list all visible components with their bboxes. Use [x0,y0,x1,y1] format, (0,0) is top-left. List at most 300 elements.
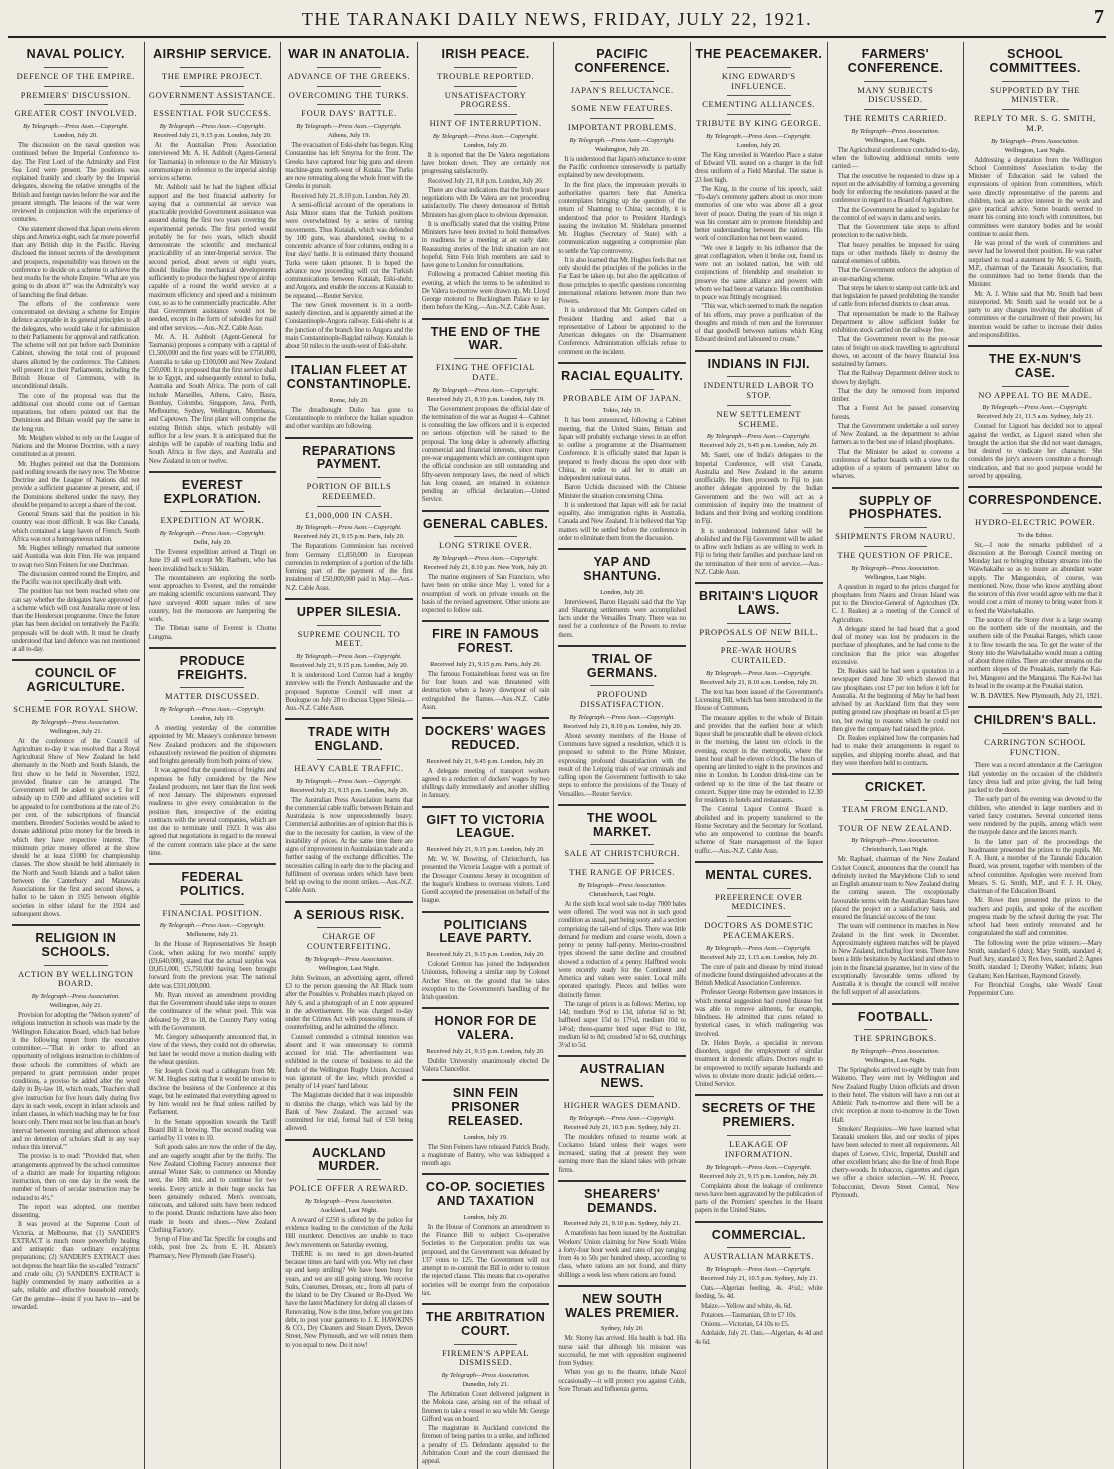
article-paragraph: The Arbitration Court delivered judgment in the Mokoia case, arising out of the refusal of firemen to take a vessel to sea while Mr. George Gifford was on board. [421,1390,550,1423]
article-dateline: Received July 21, 9.15 p.m. London, July 20. [426,846,545,854]
article-byline: By Telegraph.—Press Assn.—Copyright. [706,1266,812,1274]
news-article [422,1079,550,1167]
article-byline: By Telegraph.—Press Assn.—Copyright. [432,555,539,563]
article-subhead: JAPAN'S RELUCTANCE. [570,84,674,95]
article-dateline: London, July 19. [463,1133,508,1141]
subhead-divider [1002,81,1069,82]
subhead-divider [864,109,928,110]
subhead-divider [590,389,654,390]
article-dateline: Christchurch, Last Night. [862,846,929,854]
article-paragraph: The proviso is to read: "Provided that, when arrangements approved by the school committee of a district are made for imparting religious instruction, then on one day in the week the number of hours of secular instruction may be reduced to 4½." [12,1152,140,1202]
article-dateline: Wellington, Last Night. [864,573,927,581]
news-column [8,42,145,1469]
article-paragraph: It is reported that the De Valera negotiations have broken down. They are certainly not progressing satisfactorily. [421,150,550,176]
article-paragraph: It is understood Lord Curzon had a lengthy interview with the French Ambassador and the proposed Supreme Council will meet at Boulogne on July 28 to discuss Upper Silesia.—Aus.-N.Z. Cable Assn. [285,671,413,713]
article-byline: By Telegraph.—Press Assn.—Copyright. [569,136,675,144]
article-paragraph: The dreadnought Dulio has gone to Constantinople to reinforce the Italian squadron and other warships are following. [285,405,413,431]
article-paragraph: Dublin University unanimously elected De Valera Chancellor. [421,1056,550,1074]
news-article [149,863,277,1260]
subhead-divider [1002,513,1069,514]
article-paragraph: It is understood that Japan will ask for racial equality, also immigration rights in Australia, Canada and New Zealand. It is believed that Yap matters will be settled before the conference in order to eliminate them from the discussion. [558,500,686,542]
article-headline: UPPER SILESIA. [296,604,402,619]
news-column [554,42,691,1469]
article-paragraph: The cure of pain and disease by mind instead of medicine found distinguished advocates at the British Medical Association Conference. [695,962,823,988]
article-paragraph: The evacuation of Eski-shehr has begun. King Constantine has left Smyrna for the front. The Greeks have captured four big guns and eleven machine-guns north-west of Kutaia. The Turks are now retreating along the whole front with the Greeks in pursuit. [285,141,413,191]
subhead-divider [317,477,381,478]
article-subhead: CARRINGTON SCHOOL FUNCTION. [984,736,1087,757]
article-byline: By Telegraph.—Press Assn.—Copyright. [23,123,129,131]
article-paragraph: It is also learned that Mr. Hughes feels that not only should the principles of the policies in the Far East be taken up, but also the application of those principles to specific questions concerning international relations between more than two Powers. [558,255,686,306]
article-dateline: Received July 21, 9.15 p.m. London, July 20. [699,1172,818,1180]
article-paragraph: That the Railway Department deliver stock to shows by daylight. [831,369,960,386]
article-paragraph: It was agreed that the questions of freights and expenses be fully considered by the New Zealand producers, not later than the first week of next January. The shipowners expressed readiness to give every consideration to the position then, irrespective of the existing contracts with the several companies, which are not due to terminate until 1923. It was also agreed that negotiations in regard to the renewal of the current contracts take place at the same time. [148,766,277,857]
article-paragraph: Interviewed, Baron Hayashi said that the Yap and Shantung settlements were accomplished facts under the Versailles Treaty. There was no need for a conference of the Powers to revise them. [558,597,686,639]
article-divider [422,1303,550,1305]
article-headline: PRODUCE FREIGHTS. [177,653,248,682]
article-paragraph: That the Government revert to the pre-war rates of freight on stock travelling to agricultural shows, on account of the heavy financial loss sustained by farmers. [831,335,960,369]
article-headline: FEDERAL POLITICS. [180,870,245,898]
subhead-divider [180,511,244,512]
news-article [695,48,823,344]
article-headline: MENTAL CURES. [705,867,813,882]
article-divider [285,598,413,600]
article-paragraph: One statement showed that Japan owns eleven ships and America eight, each far more powerful than any British ship in the Pacific. Having disclosed the inmost secrets of the development and prospects, responsibility was thrown on the conference to decide on a scheme to achieve the best results for the whole Empire. "What are you going to do about it?" was the Admiralty's way of launching the final debate. [12,224,140,299]
news-article [695,1094,823,1214]
news-article [285,718,413,894]
article-divider [12,659,140,661]
subhead-divider [590,99,654,100]
subhead-divider [1002,109,1069,110]
news-article [149,471,277,641]
article-dateline: Wellington, Last Night. [1004,146,1066,154]
article-subhead: HYDRO-ELECTRIC POWER. [974,516,1096,527]
article-dateline: Received July 21, 8.10 a.m. London, July 20. [699,678,818,686]
news-article [285,1139,413,1349]
article-headline: THE ARBITRATION COURT. [426,1310,546,1338]
article-paragraph: A reward of £250 is offered by the police for evidence leading to the conviction of the Ariki Hill murderer. Detectives are unable to trace Jew's movements on Saturday evening. [285,1215,413,1249]
article-dateline: Received July 21, 9.45 p.m. London, July 20. [699,442,818,450]
news-article [422,1303,550,1465]
article-byline: By Telegraph—Press Association. [578,881,667,889]
article-subhead: HEAVY CABLE TRAFFIC. [294,762,404,773]
article-paragraph: Received July 21, 8.8 p.m. London, July 20. [427,176,544,185]
article-paragraph: It was proved at the Supreme Court of Victoria, at Melbourne, that (1) SANDER'S EXTRACT is much more powerfully healing and antiseptic than ordinary eucalyptus preparations; (2) SANDER'S EXTRACT does not depress the heart like the so-called "extracts" and crude oils; (3) SANDER'S EXTRACT is highly commended by many authorities as a safe, reliable and effective household remedy. Get the genuine—insist if you have to—and be rewarded. [12,1220,140,1311]
subhead-divider [44,700,108,701]
article-paragraph: General Smuts said that the position in his country was most difficult. It was like Canada, which contained a large haven of French. South Africa was not a homogeneous nation. [12,510,140,543]
subhead-divider [454,1344,518,1345]
subhead-divider [864,819,928,820]
article-headline: SECRETS OF THE PREMIERS. [701,1101,816,1130]
subhead-divider [1002,733,1069,734]
article-paragraph: It is unofficially stated that the visiting Prime Ministers have been invited to hold themselves in readiness for a meeting at an early date. Reassuring stories of the Irish situation are not hopeful. Sinn Fein Irish members are said to have gone to London for consultations. [421,219,550,270]
news-article [558,1285,686,1393]
news-article [968,345,1102,480]
article-paragraph: The Australian Press Association learns that the commercial cable traffic between Britain and Australasia is now unprecedentedly heavy. Commercial authorities are of opinion that this is due to the necessity for caution, in view of the instability of prices. At the same time there are signs of improvement in Australasian trade and a further easing of the exchange difficulties. The necessities calling in early due to the placing and fulfilment of overseas orders which have been held up owing to the recent strikes.—Aus.-N.Z. Cable Assn. [285,795,413,895]
article-paragraph: Mr. Storey has arrived. His health is bad. His nurse said that although his mission was successful, he met with opposition engineered from Sydney. [558,1334,686,1368]
article-headline: PACIFIC CONFERENCE. [574,47,670,75]
article-paragraph: Maize.—Yellow and white, 4s. 6d. [701,1301,792,1310]
article-headline: CHILDREN'S BALL. [973,713,1097,728]
article-paragraph: For Bronchial Coughs, take Woods' Great Peppermint Cure. [968,980,1102,998]
article-subhead: THE EMPIRE PROJECT. [162,70,263,81]
article-dateline: Received July 22, 1.15 a.m. London, July 20. [699,953,818,961]
article-byline: By Telegraph.—Press Assn.—Copyright. [706,944,812,952]
subhead-divider [180,904,244,905]
news-article [285,48,413,350]
article-divider [558,804,686,806]
article-paragraph: Following a protracted Cabinet meeting this evening, at which the terms to be submitted to De Valera to-morrow were drawn up, Mr. Lloyd George motored to Buckingham Palace to lay them before the King.—Aus.-N.Z. Cable Assn. [421,270,550,312]
article-paragraph: The magistrate in Auckland convicted the firemen of being parties to a strike, and inflicted a penalty of £5. Defendants appealed to the Arbitration Court and the court dismissed the appeal. [421,1424,550,1466]
news-article [695,1221,823,1346]
article-headline: NAVAL POLICY. [26,47,125,61]
article-paragraph: Sir Joseph Cook read a cablegram from Mr. W. M. Hughes stating that it would be unwise to disclose the business of the Conference at this stage, but he estimated that everything agreed to by him would not be final unless ratified by Parliament. [148,1067,277,1117]
article-subhead: THE SPRINGBOKS. [854,1033,937,1044]
article-subhead: THE QUESTION OF PRICE. [837,549,954,560]
subhead-divider [727,641,791,642]
article-dateline: London, July 20. [736,141,781,149]
subhead-divider [454,358,518,359]
subhead-divider [454,67,518,68]
article-subhead: IMPORTANT PROBLEMS. [567,122,677,133]
article-paragraph: Mr. Raphael, chairman of the New Zealand Cricket Council, announces that the council has definitely invited the Marylebone Club to send an English amateur team to New Zealand during the coming season. The exceptionally favourable terms with the Australian States have placed the project on a satisfactory basis, and ensured the financial success of the tour. [831,855,960,922]
article-paragraph: The mountaineers are exploring the north-west approaches to Everest, and the remainder are making scientific excursions eastward. They have surveyed 4000 square miles of new country, but the monsoons are hampering the work. [148,573,277,624]
article-paragraph: That the Government undertake a soil survey of New Zealand, as the department to advise farmers as to the best use of inland phosphates. [831,421,960,447]
article-subhead: AUSTRALIAN MARKETS. [703,1251,815,1262]
article-paragraph: In the first place, the impression prevails in authoritative quarters here that America contemplates bringing up the question of the return of Shantung to China; secondly, it is understood that prior to President Harding's issuing the invitation M. Shidehara presented Mr. Hughes (Secretary of State) with a communication suggesting a compromise plan to settle the Yap controversy. [558,180,686,255]
article-dateline: London, July 20. [463,1213,508,1221]
article-divider [422,1079,550,1081]
article-byline: By Telegraph.—Press Assn.—Copyright. [296,123,402,131]
subhead-divider [864,1029,928,1030]
article-subhead: TRIBUTE BY KING GEORGE. [696,118,822,129]
article-paragraph: Complaints about the leakage of conference news have been aggravated by the publication of parts of the Premiers' speeches in the Hearst papers in the United States. [695,1181,823,1215]
article-dateline: Received July 21, 9.15 p.m. London, July 20. [426,951,545,959]
article-subhead: GREATER COST INVOLVED. [14,108,138,119]
article-subhead: PROFOUND DISSATISFACTION. [580,689,665,710]
article-paragraph: Dr. Helen Boyle, a specialist in nervous disorders, urged the employment of similar treatment in domestic affairs. Doctors ought to be empowered to rectify separate husbands and wives to obviate more drastic judicial orders.—United Service. [695,1038,823,1089]
article-subhead: FIXING THE OFFICIAL DATE. [436,362,536,382]
article-paragraph: The measure applies to the whole of Britain and provides that the earliest hour at which liquor shall be procurable shall be eleven o'clock in the morning, the latest ten o'clock in the evening, except in the metropolis, where the latest hour shall be eleven o'clock. The hours of opening are limited to eight in the provinces and nine in London. In London drink-time can be ordered up to the time of the last theatre or concert. Supper time may be extended to 12.30 for residents in hotels and restaurants. [695,713,823,805]
article-headline: REPARATIONS PAYMENT. [302,443,396,472]
article-dateline: Received July 21, 11.5 a.m. Sydney, July 21. [976,413,1094,421]
news-column [418,42,555,1469]
article-dateline: Christchurch, Last Night. [589,890,656,898]
subhead-divider [317,104,381,105]
article-divider [12,924,140,926]
article-dateline: Wellington, Last Night. [864,1057,927,1065]
article-subhead: SUPPORTED BY THE MINISTER. [990,84,1081,105]
article-paragraph: The new Greek movement is in a north-easterly direction, and is apparently aimed at the Constantinople-Angora railway. Eski-shehr is at the junction of the branch line to Angora and the main Constantinople-Bagdad railway. Kutaiah is about 50 miles to the south-west of Eski-shehr. [285,300,413,351]
article-paragraph: In the House of Commons an amendment to the Finance Bill to subject Co-operative Societies to the Corporation profits tax was proposed, and the Government was defeated by 137 votes to 125. The Government will not attempt to re-commit the Bill in order to restore the rejected clause. This means that co-operative societies will be exempt from the corporation tax. [421,1222,550,1297]
subhead-divider [590,81,654,82]
article-byline: By Telegraph.—Press Assn.—Copyright. [432,386,539,394]
article-paragraph: The Magistrate decided that it was impossible to dismiss the charge, which was laid by the Bank of New Zealand. The accused was committed for trial, formal bail of £50 being allowed. [285,1091,413,1133]
article-paragraph: "We owe it largely to his influence that the great conflagration, when it broke out, found us were not an isolated nation, but with old conjunctions of friendship and resolution to preserve the same alliance and powers with whom we had been at variance. His contribution to peace was fittingly recognised. [695,243,823,302]
news-column [828,42,965,1469]
subhead-divider [317,67,381,68]
article-dateline: Received July 21, 9.15 p.m. London, July 20. [153,132,272,140]
article-headline: RACIAL EQUALITY. [561,368,684,383]
news-article [695,861,823,1089]
article-paragraph: THERE is no need to get down-hearted because times are hard with you. Why not cheer up and keep smiling? We have been busy for years, and we are still going strong. We receive Suits, Costumes, Dresses, etc., from all parts of the island to be Dry Cleaned or Re-Dyed. We have the latest Machinery for doing all classes of Renovating. Now is the time, before you get into debt, to post your garments to J. E. HAWKINS & CO., Dry Cleaners and Steam Dyers, Devon Street, New Plymouth, and we will return them to you equal to new. Do it now! [285,1249,413,1349]
article-paragraph: The Central Liquor Control Board is abolished and its property transferred to the Home Secretary and the Secretary for Scotland, who are empowered to continue the board's scheme of State management of the liquor traffic.—Aus.-N.Z. Cable Assn. [695,805,823,855]
article-headline: TRADE WITH ENGLAND. [307,725,391,754]
article-dateline: Auckland, Last Night. [320,1206,378,1214]
article-paragraph: Dr. Reakes explained how the companies had had to make their arrangements in regard to supplies, and shipping months ahead, and that they were therefore held to contracts. [831,734,960,767]
article-byline: By Telegraph.—Press Assn.—Copyright. [296,524,402,532]
article-paragraph: A manifesto has been issued by the Australian Workers' Union claiming for New South Wales a forty-four hour week and rates of pay ranging from 4s to 50s per hundred sheep, according to class, where rations are not found, and thirty shillings a week less where rations are found. [558,1229,686,1279]
article-paragraph: That steps be taken to stamp out cattle tick and that legislation be passed prohibiting the transfer of cattle from infected districts to clean areas. [831,283,960,309]
news-column [964,42,1106,1469]
news-article [422,1007,550,1073]
article-headline: SCHOOL COMMITTEES. [989,47,1081,75]
article-dateline: Wellington, July 21. [49,1002,103,1010]
article-paragraph: The Tibetan name of Everest is Chomo Lungma. [148,624,277,641]
article-paragraph: Smokers' Requisites—We have learned what Taranaki smokers like, and our stocks of pipes have been selected to meet all requirements. All shapes of Loewe, Civic, Imperial, Dunhill and other excellent briars; also the line of fresh Rope cherry-woods. In tobaccos, cigarettes and cigars we offer a choice selection.—W. H. Preece, Tobacconist, Devon Street Central, New Plymouth. [831,1124,960,1199]
article-dateline: London, July 20. [53,132,98,140]
subhead-divider [590,844,654,845]
article-divider [558,1285,686,1287]
article-paragraph: Professor George Robertson gave instances in which mental suggestion had cured disease but was able to remove ailments, for example, blindness. He admitted that cures related to hysterical cases, in which malingering was involved. [695,988,823,1038]
article-paragraph: John Swinson, an advertising agent, offered £3 to the person guessing the All Black team after the Possibles v. Probables match played on July 6, and a photograph of an £ note appeared in the advertisement. He was charged to-day under the Crimes Act with possessing means of counterfeiting, and he admitted the offence. [285,973,413,1032]
article-dateline: Received July 21, 8.10 p.m. London, July 20. [563,722,682,730]
article-paragraph: The report was adopted, one member dissenting. [12,1202,140,1220]
article-subhead: DOCTORS AS DOMESTIC PEACEMAKERS. [704,920,814,940]
news-article [422,48,550,312]
article-byline: By Telegraph.—Press Assn.—Copyright. [159,706,266,714]
article-paragraph: That a Forest Act be passed conserving forests. [831,404,960,421]
article-paragraph: A meeting yesterday of the committee appointed by Mr. Massey's conference between New Zealand producers and the shipowners exhaustively reviewed the position of shipments and freights generally from both points of view. [148,724,277,766]
article-headline: IRISH PEACE. [441,47,530,61]
subhead-divider [590,685,654,686]
subhead-divider [864,546,928,547]
article-dateline: Dunedin, July 21. [462,1381,509,1389]
article-subhead: HIGHER WAGES DEMAND. [563,1099,681,1110]
article-paragraph: Mr. Ashbolt said he had the highest official support and the best financial authority for saying that a commercial air service was practicable provided Government assistance was assured during the first two years covering the experimental periods. The first period would probably be for two years, which should demonstrate the scientific and mechanical practicability of an inter-Imperial service. The second period, about seven or eight years, should finalise the mechanical developments sufficiently to produce the highest type of airship capable of a round the world service at a maximum efficiency and speed and a minimum cost, so as to be commercially practicable. After that Government assistance would not be needed, except in the form of subsidies for mail and other services.—Aus.-N.Z. Cable Assn. [148,183,277,332]
article-subhead: SUPREME COUNCIL TO MEET. [297,628,401,649]
article-byline: By Telegraph—Press Association. [31,993,120,1001]
page-number: 7 [1094,6,1104,28]
subhead-divider [590,1096,654,1097]
article-paragraph: Provision for adopting the "Nelson system" of religious instruction in schools was made by the Wellington Education Board, which had before it the following report from the executive committee:—"That in order to afford an opportunity of religious instruction to children of those schools the committees of which are prepared to grant permission under proper conditions, a proviso be added after the word daily in By-law 18, which reads, 'Teachers shall give instruction for five hours daily during five days in each week, except in infant schools and infant classes, in which teaching may be for four hours only. There must not be less than an hour's interval between morning and afternoon school and no detention of scholars shall in any way reduce this interval.'" [12,1011,140,1152]
news-article [12,659,140,918]
article-dateline: Received July 21, 9.15 p.m. Paris, July 20. [293,533,405,541]
article-headline: FOOTBALL. [857,1009,933,1024]
article-byline: By Telegraph—Press Association. [304,1197,394,1205]
article-headline: THE WOOL MARKET. [586,810,658,839]
article-divider [285,901,413,903]
article-paragraph: The team will commence its matches in New Zealand in the first week in December. Approximately eighteen matches will be played in New Zealand, including four tests. There have been a little hesitation by Auckland and others to join in the financial guarantee, but in view of the exceptionally favourable terms offered by Australia it is thought the council will receive the full support of all associations. [831,922,960,997]
news-article [695,350,823,577]
news-article [968,706,1102,997]
article-byline: By Telegraph.—Press Assn.—Copyright. [159,530,266,538]
article-headline: A SERIOUS RISK. [293,907,405,922]
article-paragraph: That the duty be removed from imported timber. [831,386,960,404]
article-subhead: TEAM FROM ENGLAND. [842,803,949,814]
subhead-divider [180,687,244,688]
news-article [558,804,686,1050]
article-paragraph: Mr. A. J. White said that Mr. Smith had been misreported. Mr. Smith said he would not be a party to any changes involving the abolition of committees or the curtailment of their powers; his intention would be rather to increase their duties and responsibilities. [968,289,1102,339]
subhead-divider [864,800,928,801]
subhead-divider [727,623,791,624]
article-headline: INDIANS IN FIJI. [707,356,810,371]
article-subhead: FIREMEN'S APPEAL DISMISSED. [442,1347,530,1368]
article-divider [149,471,277,473]
article-divider [695,1221,823,1223]
article-divider [422,1007,550,1009]
article-subhead: CEMENTING ALLIANCES. [702,99,816,110]
subhead-divider [590,863,654,864]
article-headline: TRIAL OF GERMANS. [586,651,658,680]
news-article [558,1055,686,1174]
subhead-divider [864,81,928,82]
article-byline: By Telegraph.—Press Assn.—Copyright. [296,653,402,661]
article-subhead: LEAKAGE OF INFORMATION. [724,1138,793,1159]
news-article [149,647,277,857]
article-paragraph: Counsel for Liguori has decided not to appeal against the verdict, as Liguori stated when she brought the action that she did not want damages, but desired to vindicate her character. She considers the jury's answers constitute a thorough vindication, and that no good purpose would be served by appealing. [968,422,1102,480]
article-paragraph: At the conference of the Council of Agriculture to-day it was resolved that a Royal Agricultural Show of New Zealand be held alternately in the North and South Islands, the first show to be held in November, 1922, provided finance can be arranged. The Government will be asked to give a £ for £ subsidy up to £500 and affiliated societies will be appealed to for contributions at the rate of 2½ per cent. of the subscriptions of financial members. Breeders' Societies would be asked to donate additional prize money for the breeds in which they have respective interest. The minimum prize money offered at the show should be at least £1000 for championship classes. The show should be held alternately in the North and South Islands and a ballot taken between the Canterbury and Manawatu Associations for the first and second shows, a ballot to be taken in 1925 between eligible societies in either island for the 1924 and subsequent shows. [12,736,140,918]
article-headline: SUPPLY OF PHOSPHATES. [848,493,942,522]
news-article [285,598,413,713]
subhead-divider [180,67,244,68]
article-subhead: PRE-WAR HOURS CURTAILED. [720,645,797,666]
subhead-divider [454,86,518,87]
article-paragraph: The range of prices is as follows: Merino, top 14d; medium 9½d to 13d, inferior 6d to 9d; halfbred super 15d to 17½d, medium 10d to 14½d; three-quarter bred super 8¾d to 10d, medium 6d to 8d; crossbred 5d to 6d, crutchings 3½d to 5d. [558,999,686,1050]
article-byline: By Telegraph—Press Association. [851,564,940,572]
news-article [285,901,413,1133]
article-paragraph: The following were the prize winners:—Mary Smith, standard 6 (dux); Mary Smith, standard 4; Pearl Jury, standard 3; Rex Ives, standard 2; Agnes Smith, standard 1; Dorothy Walker, infants; Jean Graham; Ken Harrison, Raymond Gravely. [968,938,1102,980]
article-paragraph: The position has not been reached when one can say whether the delegates have approved of a scheme which will cost Australia more or less than the Henderson programme. Once the future plan has been decided on tentatively the Pacific proposals will be dealt with. It must be clearly understood that land defence was not mentioned at all to-day. [12,587,140,654]
news-article [12,48,140,653]
article-paragraph: Received July 21, 8.10 p.m. London, July 20. [291,191,410,200]
article-subhead: POLICE OFFER A REWARD. [289,1183,409,1194]
article-byline: By Telegraph—Press Association. [31,718,120,726]
article-subhead: PROPOSALS OF NEW BILL. [699,626,819,637]
article-paragraph: That the Government take steps to afford protection to the native birds. [831,223,960,240]
masthead-title: THE TARANAKI DAILY NEWS, FRIDAY, JULY 22, 1921. [301,9,813,29]
subhead-divider [44,86,108,87]
article-divider [285,356,413,358]
article-divider [695,861,823,863]
article-divider [558,645,686,647]
article-divider [422,318,550,320]
article-paragraph: Dr. Reakes said he had seen a quotation in a newspaper dated June 30 which showed that raw phosphates cost £7 per ton before it left for Australia. At the beginning of May he had been advised by an Auckland firm that they were putting ground raw phosphate on board at £5 per ton, but owing to reasons which he could not then give the company had raised the price. [831,667,960,733]
article-subhead: £1,000,000 IN CASH. [305,509,393,520]
article-divider [558,362,686,364]
article-headline: COMMERCIAL. [711,1227,806,1242]
article-headline: GIFT TO VICTORIA LEAGUE. [426,812,545,841]
article-byline: By Telegraph.—Press Assn.—Copyright. [159,922,266,930]
article-paragraph: A delegate meeting of transport workers agreed to a reduction of dockers' wages by two shillings daily immediately and another shilling in January. [421,766,550,800]
news-article [968,48,1102,339]
article-divider [422,911,550,913]
article-paragraph: "This war, which seemed to mark the negation of his efforts, may prove a purification of the thoughts and minds of men and the forerunner of that goodwill between nations which King Edward desired and laboured to create." [695,302,823,344]
article-paragraph: Mr. Meighen wished to rely on the League of Nations and the Monroe Doctrine, with a navy constituted as at present. [12,433,140,459]
article-paragraph: Baron Uchida discussed with the Chinese Minister the situation concerning China. [558,483,686,500]
subhead-divider [317,625,381,626]
article-paragraph: In the latter part of the proceedings the headmaster presented the prizes to the pupils. Mr. F. A. Hunt, a member of the Taranaki Education Board, was present, together with members of the school committee. Apologies were received from Messrs. S. G. Smith, M.P., and F. J. H. Okey, chairman of the Education Board. [968,837,1102,896]
article-dateline: London, July 20. [600,588,645,596]
article-paragraph: The core of the proposal was that the additional cost should come out of German reparations, but others pointed out that the Dominions and Britain would pay the same in the long run. [12,391,140,433]
article-subhead: ESSENTIAL FOR SUCCESS. [153,108,272,119]
subhead-divider [727,376,791,377]
article-paragraph: That heavy penalties be imposed for using traps or other methods likely to destroy the natural enemies of rabbits. [831,240,960,266]
article-subhead: ACTION BY WELLINGTON BOARD. [17,968,134,989]
article-divider [695,1094,823,1096]
article-paragraph: Mr. Hughes tellingly remarked that someone said Australia was doin Finn. He was prepared to swap two Sinn Feiners for one Dutchman. [12,544,140,569]
article-paragraph: At the Australian Press Association interviewed Mr. A. H. Ashbolt (Agent-General for Tasmania) in reference to the Air Ministry's communique in reference to the imperial airship services scheme. [148,141,277,183]
article-paragraph: Mr. W. W. Bowring, of Christchurch, has presented the Victoria League with a portrait of the Dowager Countess Jersey in recognition of the league's kindness to overseas visitors. Lord Gorell accepted the presentation on behalf of the league. [421,855,550,905]
article-byline: By Telegraph.—Press Assn.—Copyright. [982,404,1088,412]
article-headline: EVEREST EXPLORATION. [163,477,262,506]
article-paragraph: That the Government enforce the adoption of an ear-marking scheme. [831,266,960,283]
article-paragraph: In the House of Representatives Sir Joseph Cook, when asking for two months' supply (£9,640,000), stated that the actual surplus was £8,851,000, £5,750,000 having been brought forward from the previous year. The national debt was £331,000,000. [148,940,277,990]
article-headline: RELIGION IN SCHOOLS. [35,931,117,959]
article-paragraph: It is understood indentured labor will be abolished and the Fiji Government will be asked to allow such Indians as are willing to work in Fiji to bring their families and purchase land on the termination of their term of service.—Aus.-N.Z. Cable Assn. [695,526,823,576]
news-article [285,356,413,430]
news-article [285,437,413,592]
article-paragraph: Onions.—Victorian, £4 10s to £5. [701,1320,790,1329]
news-article [422,717,550,800]
article-headline: FIRE IN FAMOUS FOREST. [432,627,540,656]
news-article [422,806,550,905]
article-subhead: SALE AT CHRISTCHURCH. [564,848,681,859]
article-byline: By Telegraph.—Press Assn.—Copyright. [159,123,266,131]
article-byline: By Telegraph.—Press Assn.—Copyright. [569,713,675,721]
article-paragraph: In the Senate opposition towards the Tariff Board Bill is brewing. The second reading was carried by 11 votes to 10. [148,1117,277,1143]
article-divider [968,345,1102,347]
article-dateline: Received July 21, 10.5 p.m. Sydney, July 21. [700,1275,818,1283]
article-divider [558,1055,686,1057]
article-divider [422,1173,550,1175]
subhead-divider [44,104,108,105]
letter-signature: W. B. DAVIES. New Plymouth, July 21, 1921. [970,692,1102,701]
article-dateline: Received July 21, 8.10 p.m. New York, July 20. [423,564,548,572]
article-paragraph: The Sinn Feiners have released Patrick Brady, a magistrate of Bantry, who was kidnapped a month ago. [421,1142,550,1168]
article-paragraph: The marine engineers of San Francisco, who have been on strike since May 1, voted for a resumption of work on private vessels on the basis of the revised agreement. Other unions are expected to follow suit. [421,573,550,615]
article-byline: By Telegraph—Press Association. [991,137,1080,145]
article-paragraph: That the Minister be asked to convene a conference of harbor boards with a view to the adoption of a system of permanent labor on wharves. [831,447,960,481]
article-dateline: Rome, July 20. [329,396,369,404]
article-divider [558,1180,686,1182]
article-paragraph: Colonel Gretton has joined the Independent Unionists, following a similar step by Colonel Archer Shee, on the ground that he takes exception to the Government's handling of the Irish question. [421,960,550,1002]
article-byline: By Telegraph.—Press Assn.—Copyright. [706,669,812,677]
article-subhead: NO APPEAL TO BE MADE. [978,389,1092,400]
subhead-divider [44,965,108,966]
article-paragraph: The Everest expedition arrived at Tingri on June 19 all well except Mr. Raeburn, who has been invalided back to Sikkim. [148,548,277,573]
article-headline: SHEARERS' DEMANDS. [584,1186,661,1215]
article-subhead: PREFERENCE OVER MEDICINES. [714,891,803,912]
subhead-divider [727,1247,791,1248]
news-article [558,362,686,542]
article-byline: By Telegraph—Press Association. [304,955,394,963]
article-headline: YAP AND SHANTUNG. [583,555,662,583]
subhead-divider [454,114,518,115]
article-paragraph: Oats.—Algerian feeding, 4s. 4½d.; white feeding, 5s. 4d. [695,1284,823,1301]
news-article [968,486,1102,700]
article-paragraph: Potatoes.—Tasmanian, £8 to £7 10s. [701,1310,797,1319]
article-subhead: REPLY TO MR. S. G. SMITH, M.P. [974,113,1096,133]
article-paragraph: Addressing a deputation from the Wellington School Committees' Association to-day the Minister of Education said he valued the expressions of opinion from committees, which were directly representative of the parents and children, took an active interest in the work and gave practical advice. Some boards seemed to resent his coming into touch with committees, but committees were statutory bodies and he would continue to assist them. [968,155,1102,238]
article-dateline: Received July 21, 8.10 p.m. London, July 19. [426,395,545,403]
article-headline: CRICKET. [864,780,926,795]
article-dateline: Tokio, July 19. [602,407,642,415]
article-dateline: London, July 20. [463,141,508,149]
article-headline: AIRSHIP SERVICE. [153,47,272,61]
article-dateline: Athens, July 19. [327,132,371,140]
article-subhead: OVERCOMING THE TURKS. [288,89,410,100]
news-article [832,48,960,481]
